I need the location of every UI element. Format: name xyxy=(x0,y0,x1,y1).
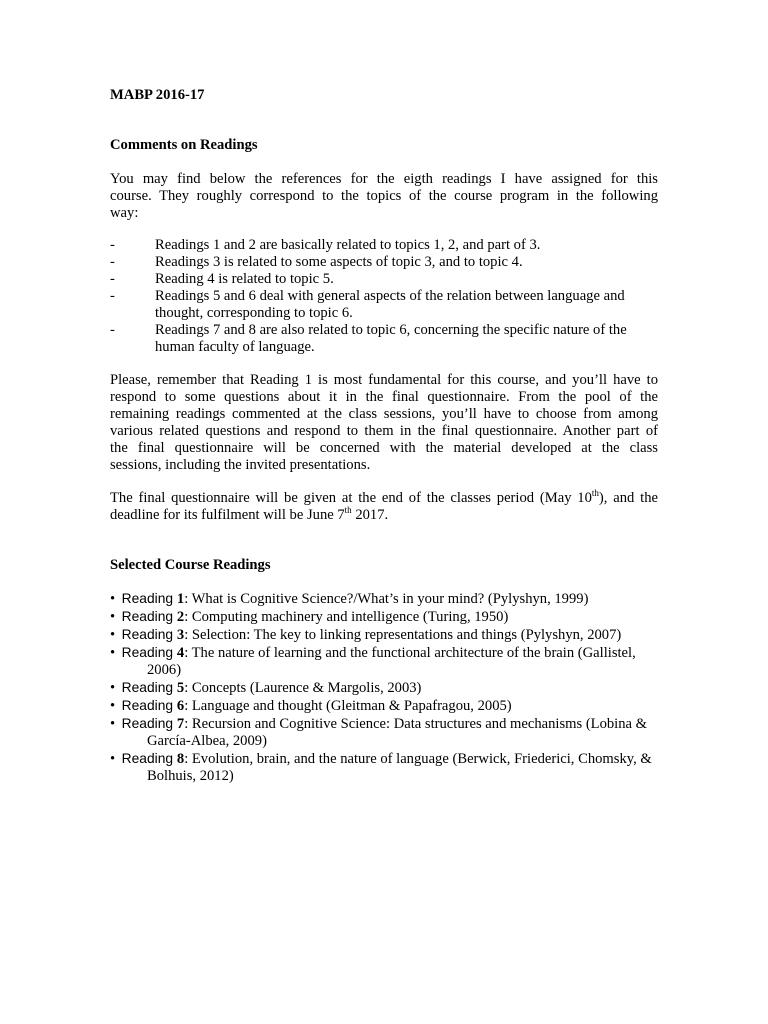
reading-item xyxy=(102,715,658,750)
bullet-icon: • xyxy=(110,645,116,661)
reading-number: 3 xyxy=(176,627,185,643)
reading-item xyxy=(102,608,658,626)
comments-heading: Comments on Readings xyxy=(110,137,258,153)
bullet-icon: • xyxy=(110,609,116,625)
reading-item xyxy=(102,750,658,785)
reminder-line: Please, remember that Reading 1 is most fundamental for this course, and you’ll have to xyxy=(110,372,658,388)
reading-prefix: Reading xyxy=(121,698,177,713)
topic-item: - Reading 4 is related to topic 5. xyxy=(110,271,658,288)
reading-text: : Selection: The key to linking representations and things (Pylyshyn, 2007) xyxy=(184,627,622,643)
reading-number: 2 xyxy=(176,609,185,625)
reading-number: 7 xyxy=(176,716,185,732)
reading-text: : Evolution, brain, and the nature of language (Berwick, Friederici, Chomsky, & Bolhuis, 2012) xyxy=(147,751,652,784)
topic-item: - Readings 1 and 2 are basically related to topics 1, 2, and part of 3. xyxy=(110,237,658,254)
reminder-line: sessions, including the invited presentations. xyxy=(110,457,371,473)
reading-number: 6 xyxy=(176,698,185,714)
intro-line: way: xyxy=(110,205,139,221)
reading-text: : What is Cognitive Science?/What’s in your mind? (Pylyshyn, 1999) xyxy=(184,591,589,607)
document-title: MABP 2016-17 xyxy=(110,87,205,103)
deadline-superscript: th xyxy=(344,505,352,515)
bullet-icon: • xyxy=(110,698,116,714)
topic-item: - Readings 7 and 8 are also related to topic 6, concerning the specific nature of the human faculty of language. xyxy=(110,322,658,356)
bullet-icon: • xyxy=(110,680,116,696)
reading-prefix: Reading xyxy=(121,645,177,660)
deadline-line xyxy=(110,490,658,507)
reading-number: 1 xyxy=(176,591,185,607)
reading-prefix: Reading xyxy=(121,751,177,766)
reading-prefix: Reading xyxy=(121,716,177,731)
readings-list xyxy=(110,590,658,785)
topic-item: - Readings 3 is related to some aspects of topic 3, and to topic 4. xyxy=(110,254,658,271)
reading-item xyxy=(102,626,658,644)
reading-item xyxy=(102,679,658,697)
reading-text: : The nature of learning and the functional architecture of the brain (Gallistel, 2006) xyxy=(147,645,636,678)
reading-item xyxy=(102,590,658,608)
bullet-icon: • xyxy=(110,716,116,732)
reading-text: : Concepts (Laurence & Margolis, 2003) xyxy=(184,680,422,696)
reminder-line: various related questions and respond to them in the final questionnaire. Another part of xyxy=(110,423,658,439)
reading-number: 5 xyxy=(176,680,185,696)
reminder-line: the final questionnaire will be concerned with the material developed at the class xyxy=(110,440,658,456)
reading-prefix: Reading xyxy=(121,627,177,642)
reading-prefix: Reading xyxy=(121,609,177,624)
intro-line: You may find below the references for the eigth readings I have assigned for this xyxy=(110,171,658,187)
reminder-line: remaining readings commented at the class sessions, you’ll have to choose from among xyxy=(110,406,658,422)
intro-paragraph xyxy=(110,171,658,222)
reminder-line: respond to some questions about it in the final questionnaire. From the pool of the xyxy=(110,389,658,405)
reminder-paragraph xyxy=(110,372,658,474)
reading-text: : Language and thought (Gleitman & Papafragou, 2005) xyxy=(184,698,512,714)
deadline-paragraph xyxy=(110,490,658,524)
deadline-superscript: th xyxy=(591,488,599,498)
intro-line: course. They roughly correspond to the topics of the course program in the following xyxy=(110,188,658,204)
reading-text: : Computing machinery and intelligence (Turing, 1950) xyxy=(184,609,509,625)
deadline-line xyxy=(110,507,658,524)
reading-item xyxy=(102,697,658,715)
deadline-text: The final questionnaire will be given at the end of the classes period (May 10 xyxy=(110,490,592,506)
readings-heading: Selected Course Readings xyxy=(110,557,271,573)
reading-item xyxy=(102,644,658,679)
reading-text: : Recursion and Cognitive Science: Data structures and mechanisms (Lobina & García-Albea, 2009) xyxy=(147,716,648,749)
topics-list xyxy=(110,237,658,356)
topic-item: - Readings 5 and 6 deal with general aspects of the relation between language and thought, corresponding to topic 6. xyxy=(110,288,658,322)
reading-number: 4 xyxy=(176,645,185,661)
deadline-text: 2017. xyxy=(351,507,389,523)
reading-number: 8 xyxy=(176,751,185,767)
bullet-icon: • xyxy=(110,751,116,767)
reading-prefix: Reading xyxy=(121,591,177,606)
deadline-text: deadline for its fulfilment will be June 7 xyxy=(110,507,345,523)
deadline-text: ), and the xyxy=(598,490,658,506)
reading-prefix: Reading xyxy=(121,680,177,695)
bullet-icon: • xyxy=(110,627,116,643)
bullet-icon: • xyxy=(110,591,116,607)
